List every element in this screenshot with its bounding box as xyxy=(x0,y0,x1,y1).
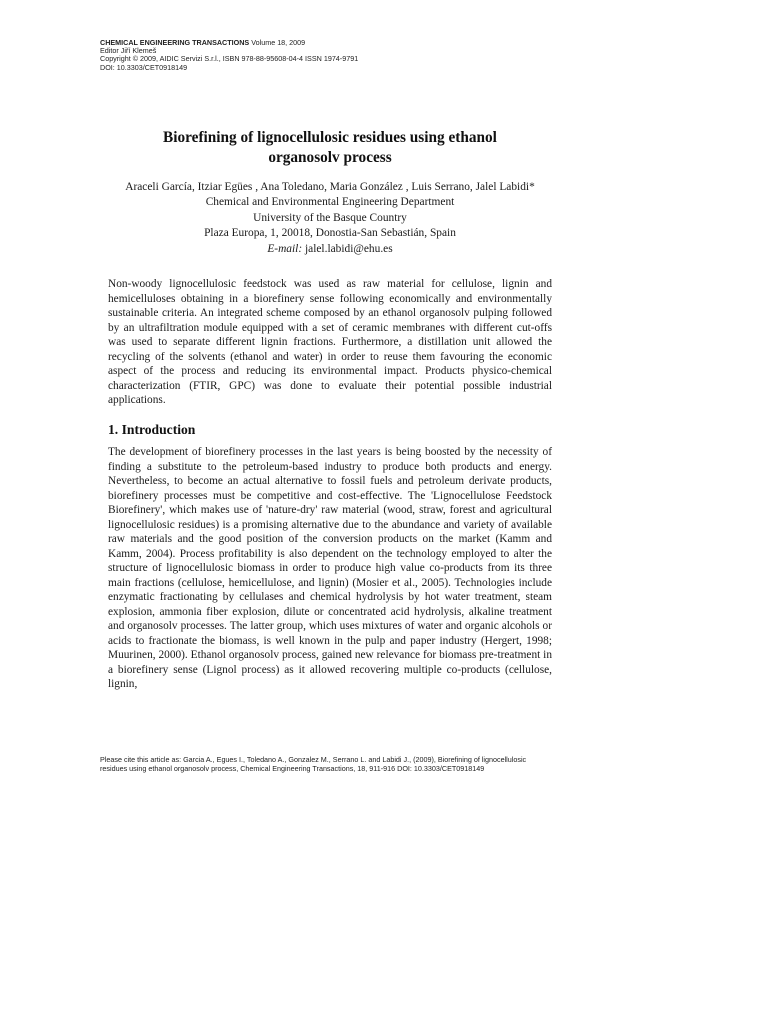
editor-line: Editor Jiří Klemeš xyxy=(100,46,157,56)
authors: Araceli García, Itziar Egües , Ana Toledano, Maria González , Luis Serrano, Jalel Labidi* xyxy=(125,181,535,193)
citation-footer: Please cite this article as: Garcia A., Egues I., Toledano A., Gonzalez M., Serrano L. and Labidi J., (2009), Biorefining of lignocellulosic residues using ethanol organosolv process, Chemical Engineering Transactions, 18, 911-916 DOI: 10.3303/CET0918149 xyxy=(100,755,527,773)
author-block xyxy=(108,180,552,257)
email-label: E-mail: xyxy=(267,242,303,255)
journal-header xyxy=(100,39,580,72)
journal-volume: Volume 18, 2009 xyxy=(251,38,306,47)
journal-name: CHEMICAL ENGINEERING TRANSACTIONS xyxy=(100,38,250,47)
department: Chemical and Environmental Engineering Department xyxy=(205,196,455,209)
paper-title xyxy=(108,128,552,169)
journal-line xyxy=(100,39,580,47)
title-line-1: Biorefining of lignocellulosic residues using ethanol xyxy=(163,129,497,146)
section-heading-introduction: 1. Introduction xyxy=(108,422,196,437)
email-address: jalel.labidi@ehu.es xyxy=(304,242,393,255)
university: University of the Basque Country xyxy=(253,211,407,224)
doi-line: DOI: 10.3303/CET0918149 xyxy=(100,62,188,72)
introduction-body: The development of biorefinery processes in the last years is being boosted by the necessity of finding a substitute to the petroleum-based industry to produce both products and energy. Nevertheless, to become an actual alternative to fossil fuels and petroleum derivate products, biorefinery processes must be competitive and cost-effective. The 'Lignocellulose Feedstock Biorefinery', which makes use of 'nature-dry' raw material (wood, straw, forest and agricultural lignocellulosic residues) is a promising alternative due to the abundance and variety of available raw materials and the good position of the conversion products on the market (Kamm and Kamm, 2004). Process profitability is also dependent on the technology employed to alter the structure of lignocellulosic biomass in order to produce high value co-products from its three main fractions (cellulose, hemicellulose, and lignin) (Mosier et al., 2005). Technologies include enzymatic fractionating by cellulases and chemical hydrolysis by hot water treatment, steam explosion, ammonia fiber explosion, dilute or concentrated acid hydrolysis, alkaline treatment and organosolv processes. The latter group, which uses mixtures of water and organic alcohols or acids to fractionate the biomass, is well known in the pulp and paper industry (Hergert, 1998; Muurinen, 2000). Ethanol organosolv process, gained new relevance for biomass pre-treatment in a biorefinery sense (Lignol process) as it allowed recovering multiple co-products (cellulose, lignin, xyxy=(108,446,552,690)
abstract: Non-woody lignocellulosic feedstock was used as raw material for cellulose, lignin and hemicelluloses obtaining in a biorefinery sense following economically and environmentally sustainable criteria. An integrated scheme composed by an ethanol organosolv pulping followed by an ultrafiltration module equipped with a set of ceramic membranes with different cut-offs was used to separate different lignin fractions. Furthermore, a distillation unit allowed the recycling of the solvents (ethanol and water) in order to reuse them favouring the economic aspect of the process and reducing its environmental impact. Products physico-chemical characterization (FTIR, GPC) was done to evaluate their potential possible industrial applications. xyxy=(108,278,552,406)
copyright-line: Copyright © 2009, AIDIC Servizi S.r.l., ISBN 978-88-95608-04-4 ISSN 1974-9791 xyxy=(100,54,359,64)
title-line-2: organosolv process xyxy=(268,149,392,167)
email-line xyxy=(108,242,552,257)
address: Plaza Europa, 1, 20018, Donostia-San Sebastián, Spain xyxy=(204,227,456,240)
